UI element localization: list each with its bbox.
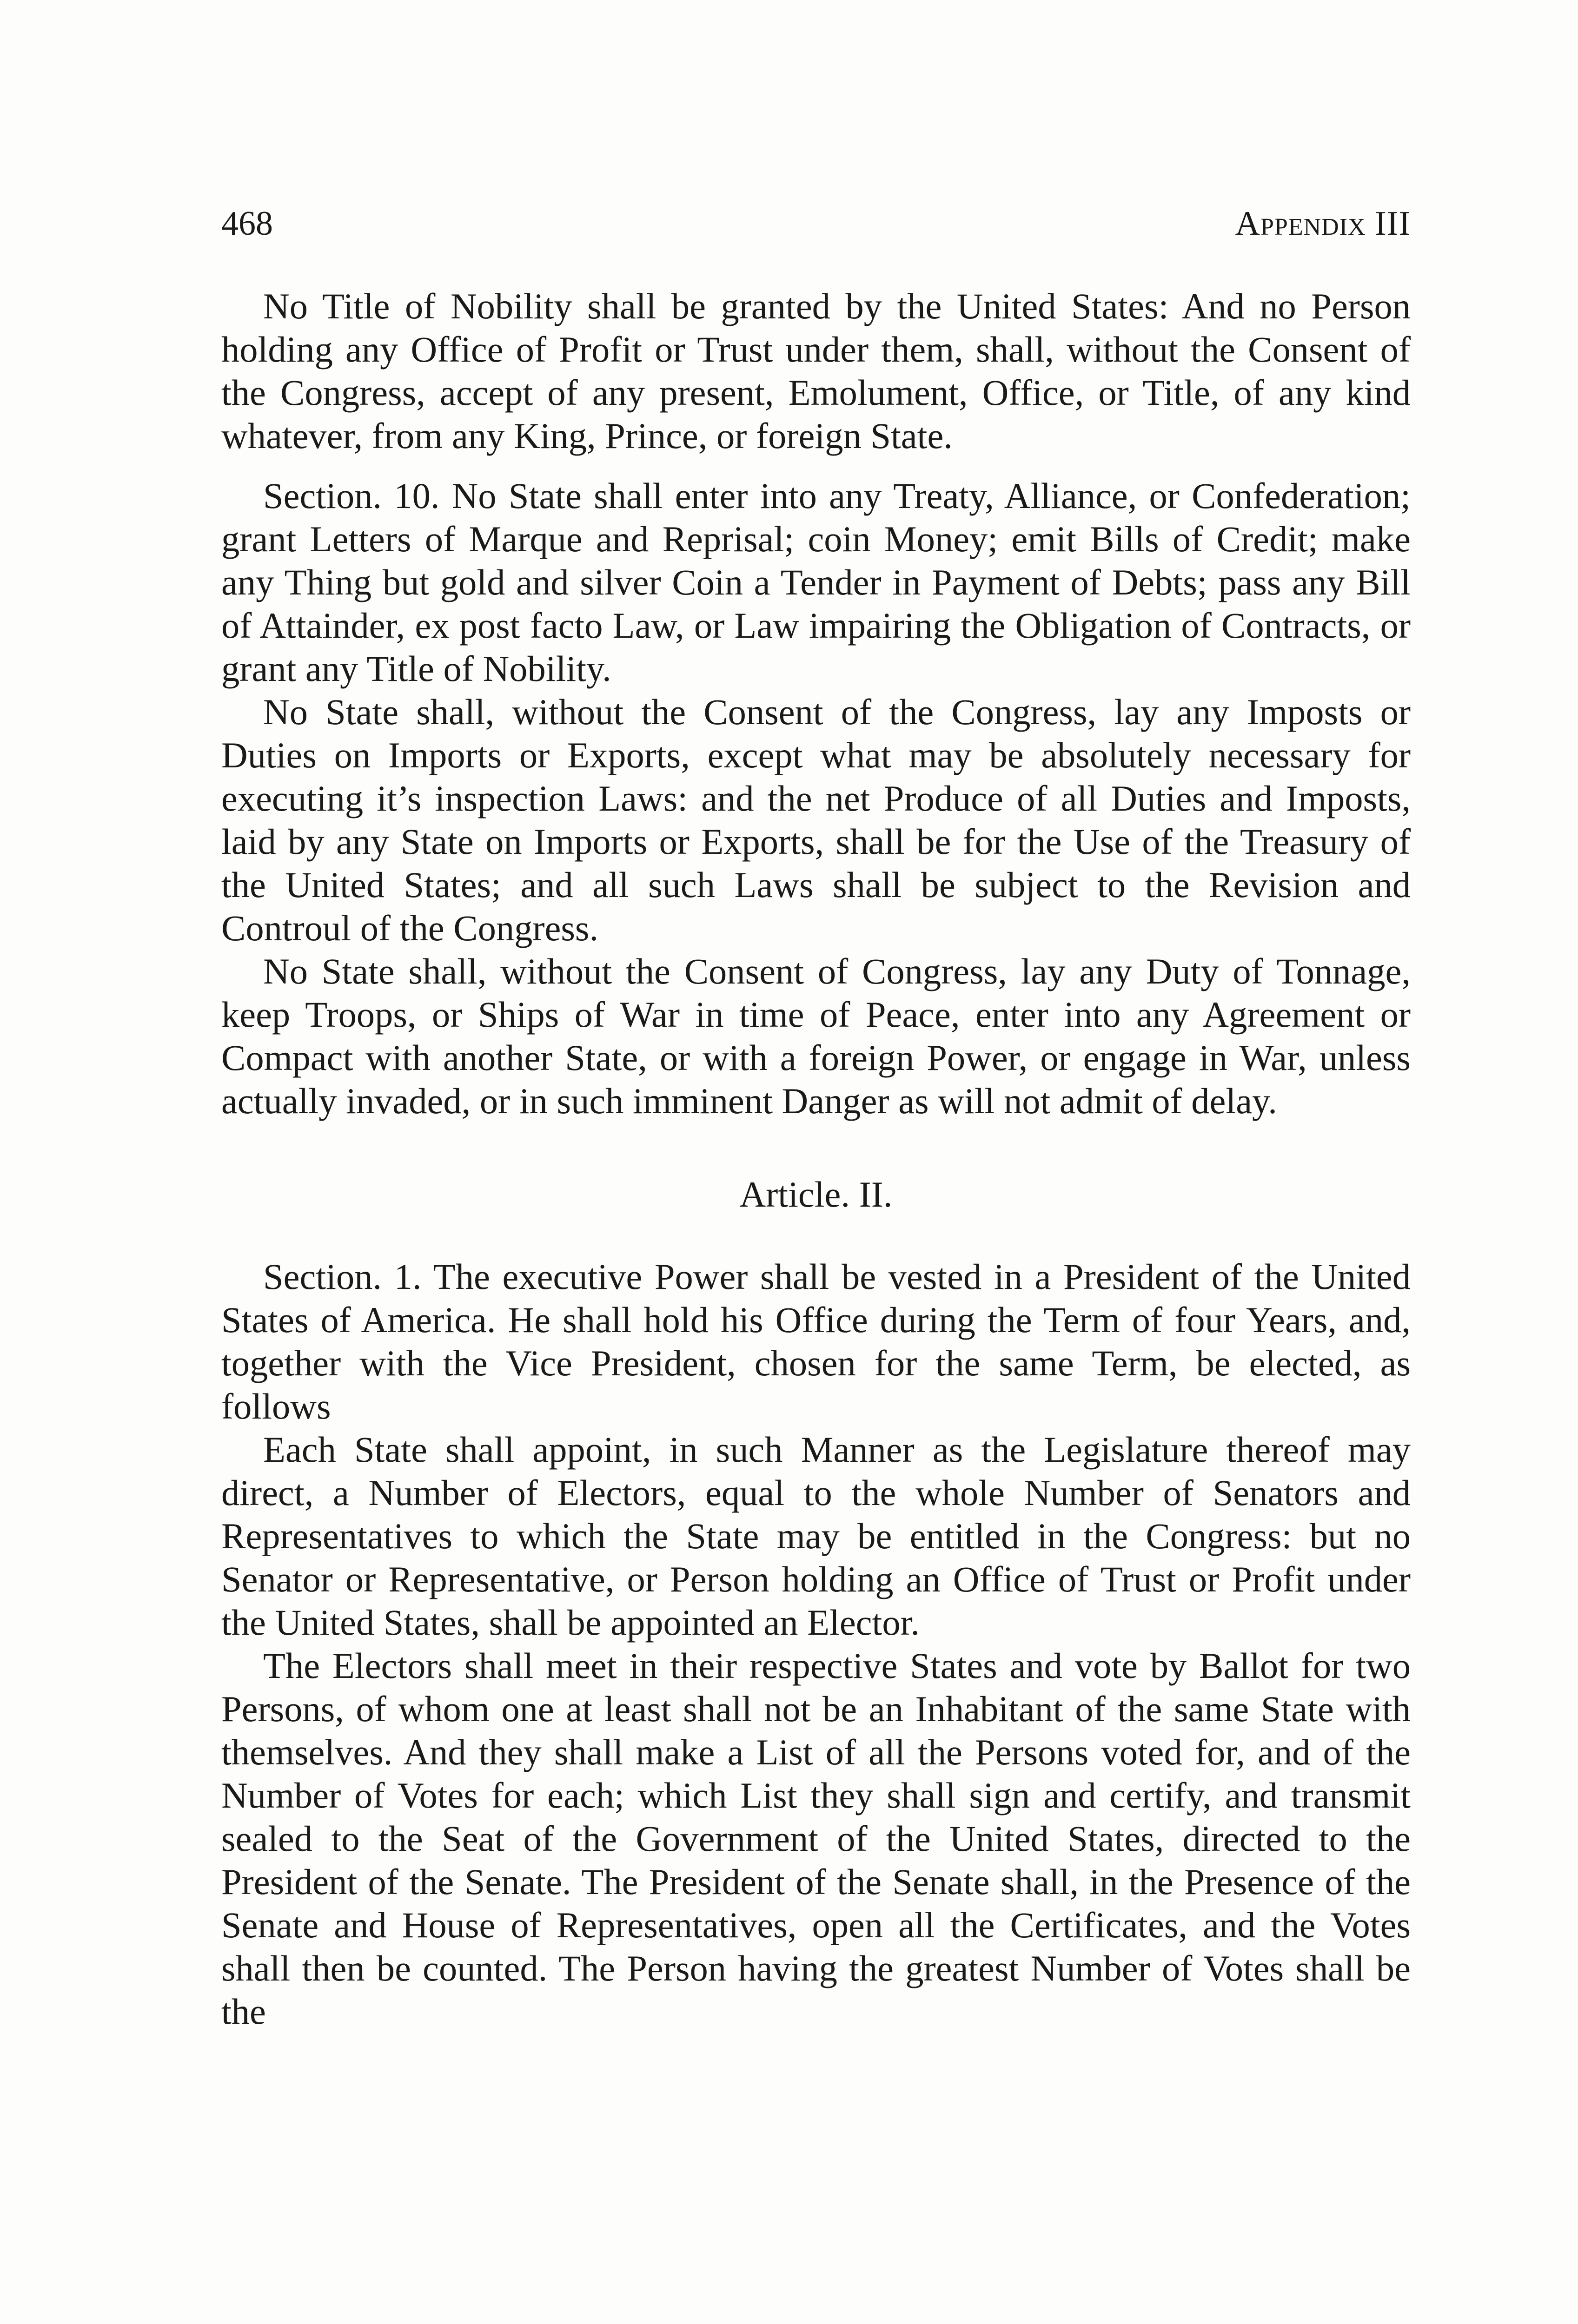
paragraph-electors-appointment: Each State shall appoint, in such Manner as the Legislature thereof may direct, a Number of Electors, equal to the whole Number of Senators and Representatives to which the State may be entitled in the Congress: but no Senator or Representative, or Person holding an Office of Trust or Profit under the United States, shall be appointed an Elector. [221,1429,1411,1643]
paragraph-section-10: Section. 10. No State shall enter into any Treaty, Alliance, or Confederation; grant Letters of Marque and Reprisal; coin Money; emit Bills of Credit; make any Thing but gold and silver Coin a Tender in Payment of Debts; pass any Bill of Attainder, ex post facto Law, or Law impairing the Obligation of Contracts, or grant any Title of Nobility. [221,475,1411,689]
paragraph-title-of-nobility: No Title of Nobility shall be granted by the United States: And no Person holding any Office of Profit or Trust under them, shall, without the Consent of the Congress, accept of any present, Emolument, Office, or Title, of any kind whatever, from any King, Prince, or foreign State. [221,286,1411,456]
article-heading: Article. II. [739,1174,893,1215]
running-head [221,203,1411,244]
running-title: Appendix III [1235,205,1411,243]
body-text [221,284,1411,2033]
paragraph-imposts: No State shall, without the Consent of the Congress, lay any Imposts or Duties on Imports or Exports, except what may be absolutely necessary for executing it’s inspection Laws: and the net Produce of all Duties and Imposts, laid by any State on Imports or Exports, shall be for the Use of the Treasury of the United States; and all such Laws shall be subject to the Revision and Controul of the Congress. [221,692,1411,948]
page-number: 468 [221,205,273,243]
paragraph-tonnage: No State shall, without the Consent of Congress, lay any Duty of Tonnage, keep Troops, or Ships of War in time of Peace, enter into any Agreement or Compact with another State, or with a foreign Power, or engage in War, unless actually invaded, or in such imminent Danger as will not admit of delay. [221,951,1411,1121]
paragraph-executive-power: Section. 1. The executive Power shall be vested in a President of the United States of America. He shall hold his Office during the Term of four Years, and, together with the Vice President, chosen for the same Term, be elected, as follows [221,1256,1411,1426]
paragraph-electors-ballot: The Electors shall meet in their respective States and vote by Ballot for two Persons, of whom one at least shall not be an Inhabitant of the same State with themselves. And they shall make a List of all the Persons voted for, and of the Number of Votes for each; which List they shall sign and certify, and transmit sealed to the Seat of the Government of the United States, directed to the President of the Senate. The President of the Senate shall, in the Presence of the Senate and House of Representatives, open all the Certificates, and the Votes shall then be counted. The Person having the greatest Number of Votes shall be the [221,1645,1411,2032]
